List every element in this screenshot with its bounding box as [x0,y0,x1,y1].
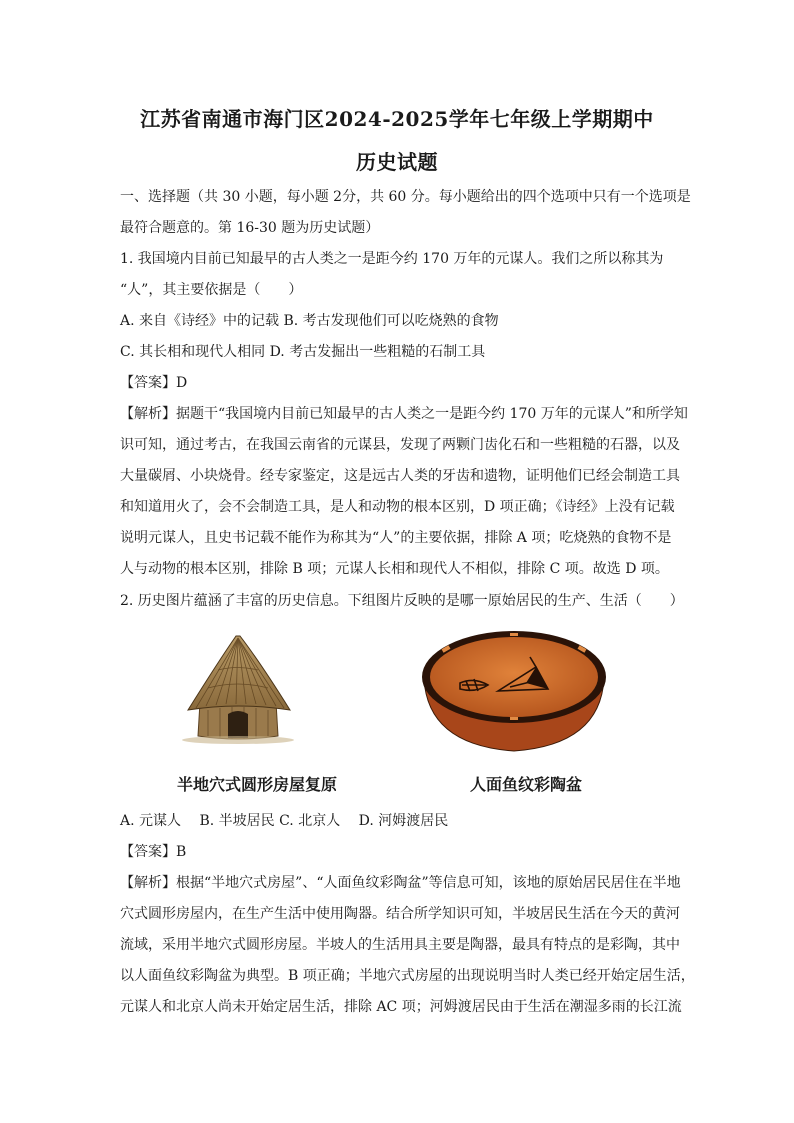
text-line: 和知道用火了，会不会制造工具，是人和动物的根本区别，D 项正确；《诗经》上没有记载 [120,499,675,515]
text-line: 流域，采用半地穴式圆形房屋。半坡人的生活用具主要是陶器，最具有特点的是彩陶，其中 [120,937,680,953]
options-cd: C. 其长相和现代人相同 D. 考古发掘出一些粗糙的石制工具 [120,344,486,360]
text-line: 说明元谋人，且史书记载不能作为称其为“人”的主要依据，排除 A 项；吃烧熟的食物不是 [120,530,672,546]
options-q2: A. 元谋人 B. 半坡居民 C. 北京人 D. 河姆渡居民 [120,813,449,829]
answer-1: 【答案】D [120,375,188,391]
hut-caption: 半地穴式圆形房屋复原 [177,775,338,794]
painted-pottery-basin-image [418,627,610,755]
text-line: 元谋人和北京人尚未开始定居生活，排除 AC 项；河姆渡居民由于生活在潮湿多雨的长江流 [120,999,682,1015]
text-line: “人”，其主要依据是（ ） [120,282,303,298]
page-subtitle: 历史试题 [356,150,438,174]
question-2: 2. 历史图片蕴涵了丰富的历史信息。下组图片反映的是哪一原始居民的生产、生活（ ） [120,593,684,609]
options-ab: A. 来自《诗经》中的记载 B. 考古发现他们可以吃烧熟的食物 [120,313,499,329]
analysis-2: 【解析】根据“半地穴式房屋”、“人面鱼纹彩陶盆”等信息可知，该地的原始居民居住在半地 [120,875,681,891]
analysis-1: 【解析】据题干“我国境内目前已知最早的古人类之一是距今约 170 万年的元谋人”和所学知 [120,406,688,422]
page-title: 江苏省南通市海门区2024-2025学年七年级上学期期中 [140,107,654,131]
text-line: 识可知，通过考古，在我国云南省的元谋县，发现了两颗门齿化石和一些粗糙的石器，以及 [120,437,680,453]
text-line: 人与动物的根本区别，排除 B 项；元谋人长相和现代人不相似，排除 C 项。故选 D 项。 [120,561,669,577]
text-line: 一、选择题（共 30 小题，每小题 2分，共 60 分。每小题给出的四个选项中只有一个选项是 [120,189,691,205]
text-line: 最符合题意的。第 16-30 题为历史试题） [120,220,380,236]
basin-caption: 人面鱼纹彩陶盆 [470,775,583,794]
answer-2: 【答案】B [120,844,187,860]
text-line: 大量碳屑、小块烧骨。经专家鉴定，这是远古人类的牙齿和遗物，证明他们已经会制造工具 [120,468,680,484]
question-1: 1. 我国境内目前已知最早的古人类之一是距今约 170 万年的元谋人。我们之所以称其为 [120,251,664,267]
thatched-hut-image [178,632,298,747]
text-line: 以人面鱼纹彩陶盆为典型。B 项正确；半地穴式房屋的出现说明当时人类已经开始定居生活， [120,968,695,984]
text-line: 穴式圆形房屋内，在生产生活中使用陶器。结合所学知识可知，半坡居民生活在今天的黄河 [120,906,680,922]
